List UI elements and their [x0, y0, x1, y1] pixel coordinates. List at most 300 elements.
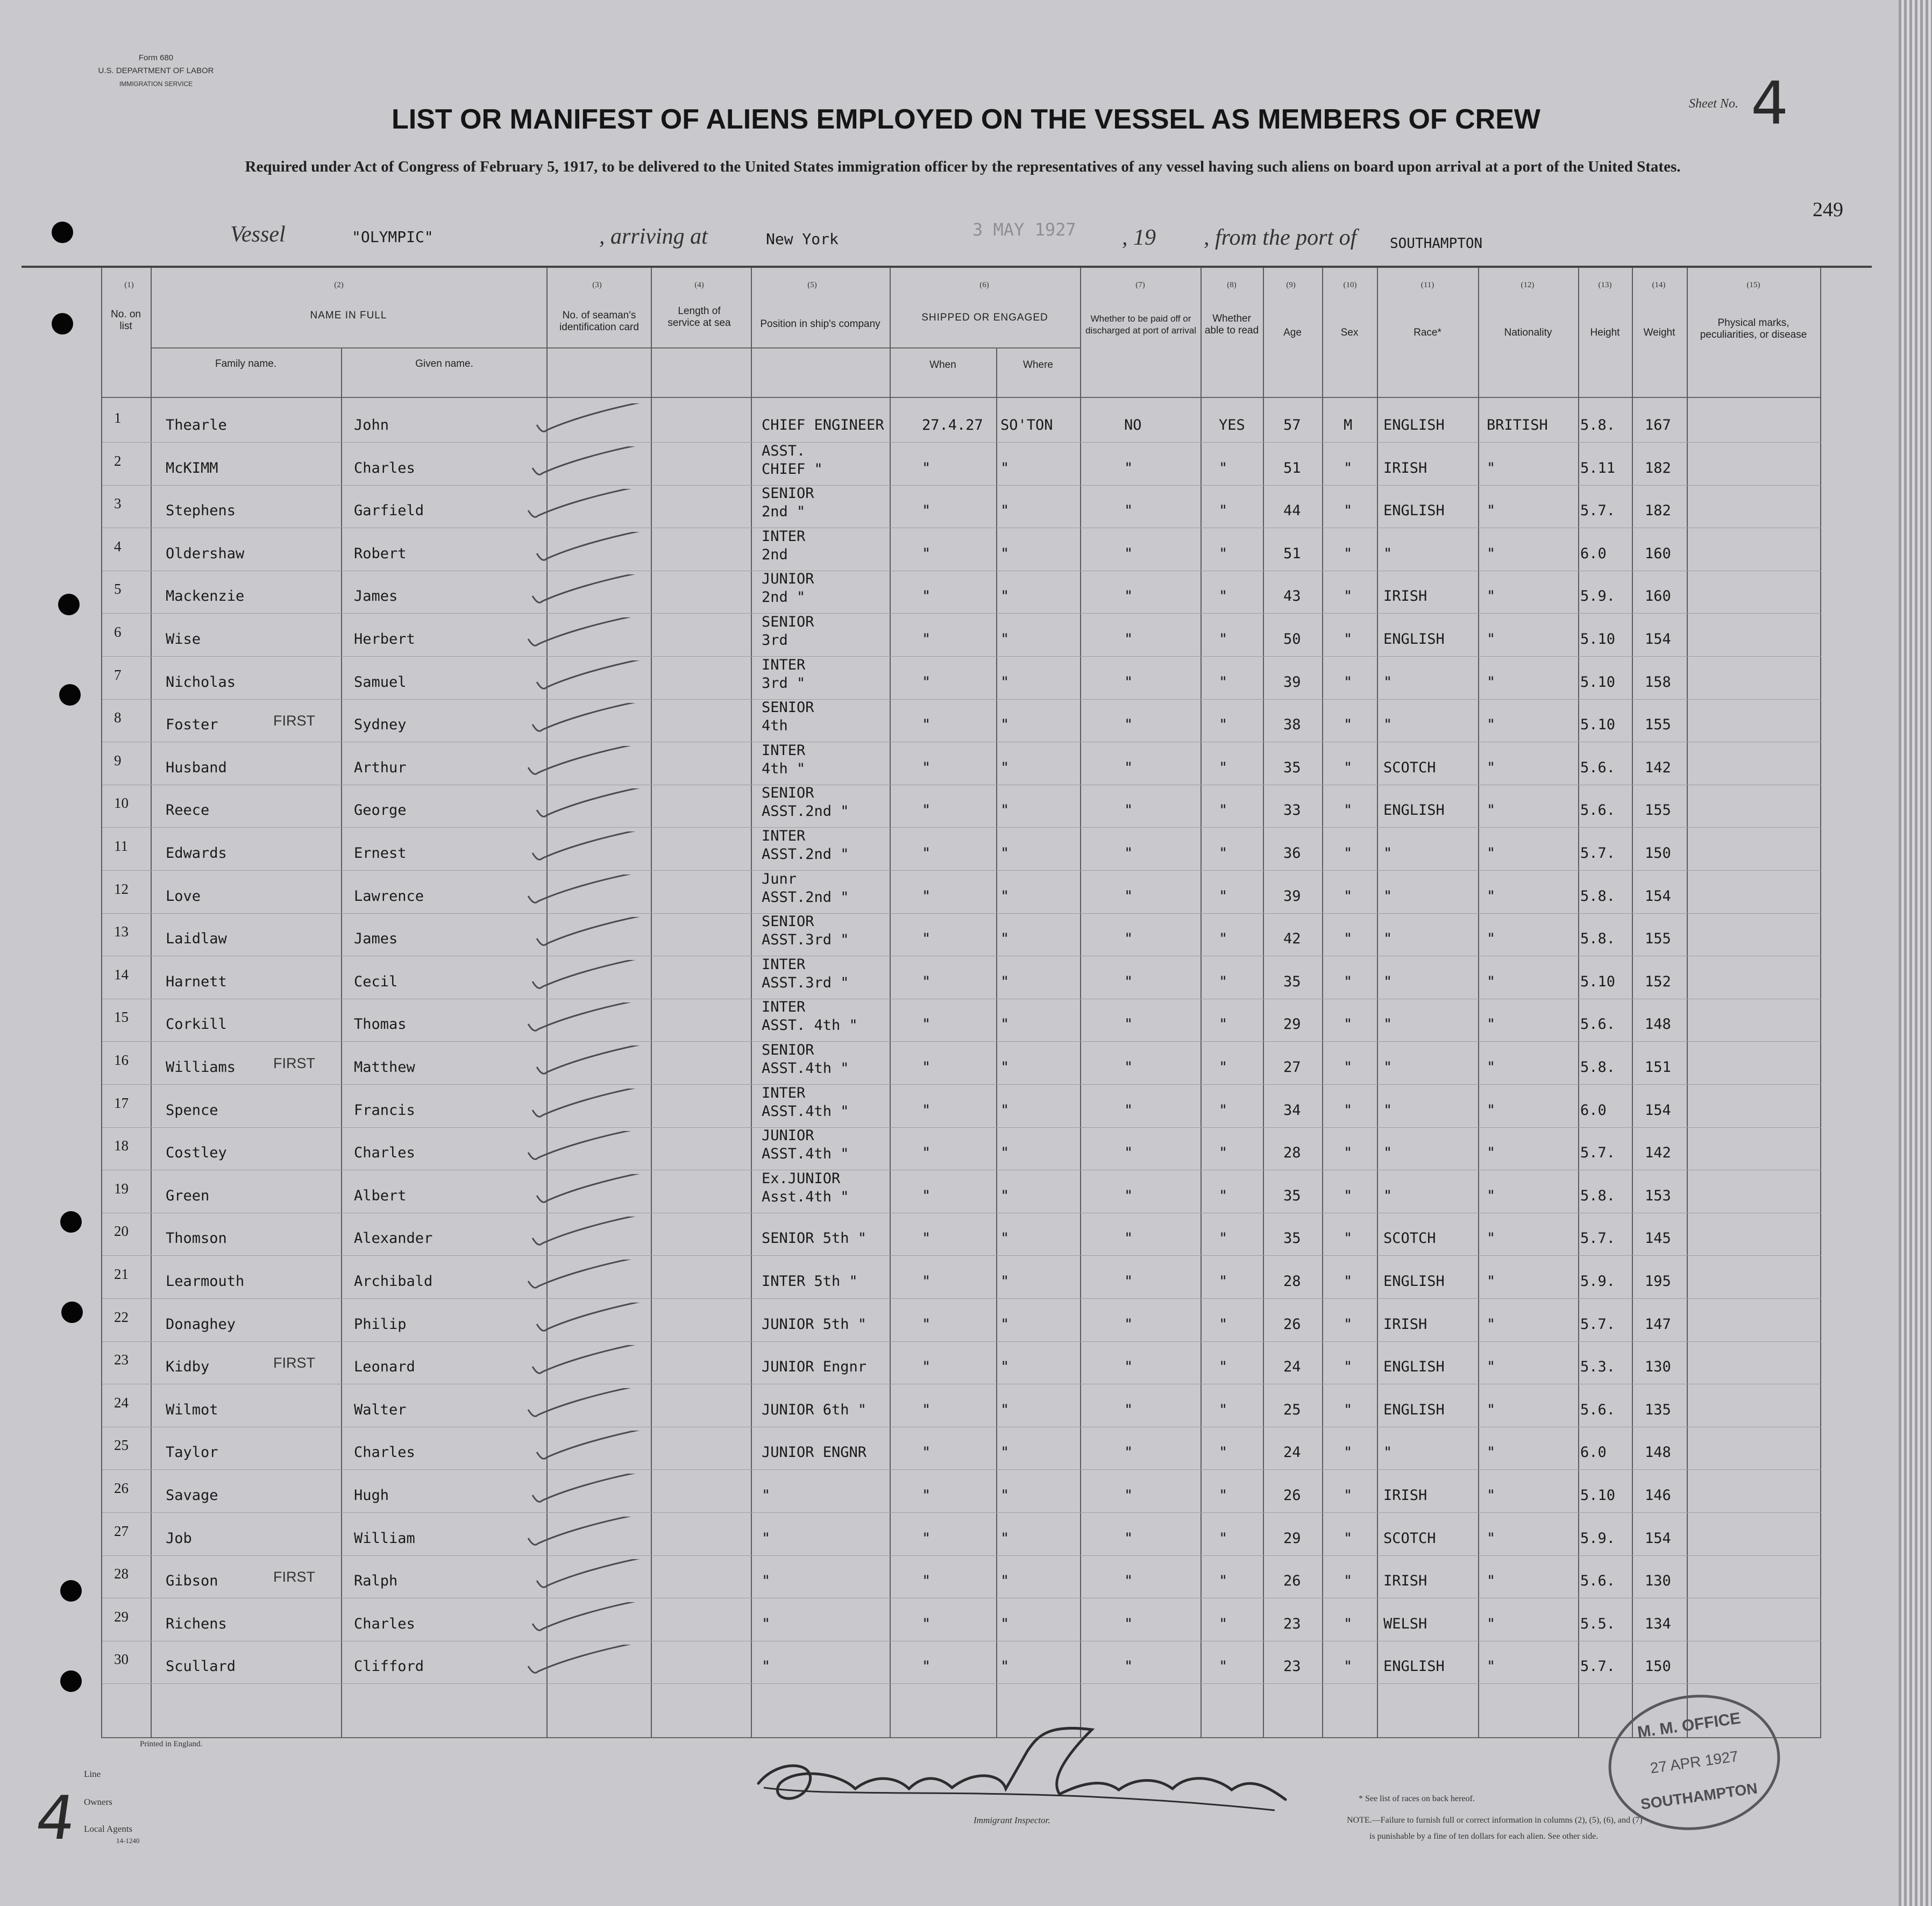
given-name: Archibald	[354, 1273, 433, 1290]
paid-off: "	[1124, 759, 1133, 776]
position-line-1: INTER 5th "	[762, 1273, 858, 1290]
shipped-when: "	[922, 888, 931, 905]
sex: "	[1344, 1059, 1353, 1076]
age: 26	[1283, 1487, 1301, 1504]
table-row	[102, 871, 1821, 923]
given-name: Samuel	[354, 674, 407, 691]
position-line-2: 2nd "	[762, 503, 806, 520]
position-line-1: "	[762, 1658, 771, 1675]
table-row	[102, 614, 1821, 666]
race: IRISH	[1383, 588, 1427, 604]
age: 28	[1283, 1144, 1301, 1161]
weight: 134	[1645, 1616, 1671, 1632]
height: 5.10	[1580, 973, 1616, 990]
position-line-2: 2nd "	[762, 589, 806, 606]
table-row	[102, 443, 1821, 495]
nationality: "	[1487, 1658, 1496, 1675]
race: ENGLISH	[1383, 631, 1445, 648]
shipped-when: "	[922, 845, 931, 862]
sex: "	[1344, 1016, 1353, 1033]
weight: 151	[1645, 1059, 1671, 1076]
shipped-where: "	[1000, 502, 1010, 519]
column-number: (6)	[979, 281, 989, 289]
age: 44	[1283, 502, 1301, 519]
shipped-when: "	[922, 1187, 931, 1204]
weight: 154	[1645, 631, 1671, 648]
age: 29	[1283, 1016, 1301, 1033]
race: SCOTCH	[1383, 1230, 1436, 1247]
shipped-where: "	[1000, 1230, 1010, 1247]
shipped-when: "	[922, 1059, 931, 1076]
position-line-1: Junr	[762, 871, 797, 887]
row-rule	[102, 1555, 1821, 1556]
family-name: Spence	[166, 1102, 218, 1119]
pencil-check-mark	[524, 1645, 642, 1677]
vessel-name: "OLYMPIC"	[352, 228, 434, 246]
race: ENGLISH	[1383, 1359, 1445, 1375]
shipped-when: "	[922, 1359, 931, 1375]
table-row	[102, 657, 1821, 709]
age: 57	[1283, 417, 1301, 433]
given-name: Charles	[354, 1144, 415, 1161]
row-number: 16	[114, 1052, 129, 1068]
pencil-check-mark	[532, 1174, 651, 1206]
given-name: Ernest	[354, 845, 407, 862]
nationality: "	[1487, 802, 1496, 819]
able-to-read: "	[1219, 1616, 1228, 1632]
header-shipped-or-engaged: SHIPPED OR ENGAGED	[921, 312, 1048, 323]
shipped-when: "	[922, 1144, 931, 1161]
inspector-signature	[748, 1719, 1307, 1826]
position-line-1: SENIOR	[762, 485, 814, 502]
height: 5.10	[1580, 1487, 1616, 1504]
weight: 154	[1645, 1102, 1671, 1119]
paid-off: "	[1124, 545, 1133, 562]
paid-off: "	[1124, 1616, 1133, 1632]
able-to-read: "	[1219, 1187, 1228, 1204]
shipped-when: "	[922, 588, 931, 604]
position-line-1: INTER	[762, 956, 806, 973]
able-to-read: "	[1219, 716, 1228, 733]
nationality: "	[1487, 1059, 1496, 1076]
weight: 182	[1645, 502, 1671, 519]
shipped-when: "	[922, 1444, 931, 1461]
margin-number: 4	[31, 1783, 80, 1853]
race: "	[1383, 1144, 1393, 1161]
table-row	[102, 485, 1821, 537]
given-name: Sydney	[354, 716, 407, 733]
first-class-note: FIRST	[273, 1055, 315, 1071]
race: SCOTCH	[1383, 759, 1436, 776]
shipped-where: "	[1000, 1102, 1010, 1119]
paid-off: "	[1124, 1144, 1133, 1161]
column-number: (3)	[592, 281, 602, 289]
shipped-when: "	[922, 759, 931, 776]
weight: 146	[1645, 1487, 1671, 1504]
table-row	[102, 1650, 1821, 1693]
race: IRISH	[1383, 1487, 1427, 1504]
race: IRISH	[1383, 1316, 1427, 1333]
given-name: Herbert	[354, 631, 415, 648]
table-row	[102, 699, 1821, 751]
age: 35	[1283, 1187, 1301, 1204]
row-number: 27	[114, 1523, 129, 1539]
race: "	[1383, 545, 1393, 562]
pencil-check-mark	[528, 574, 647, 607]
sex: "	[1344, 545, 1353, 562]
table-row	[102, 913, 1821, 965]
paid-off: "	[1124, 1444, 1133, 1461]
position-line-2: ASST.3rd "	[762, 931, 849, 948]
sex: "	[1344, 502, 1353, 519]
height: 5.8.	[1580, 930, 1616, 947]
position-line-2: ASST.4th "	[762, 1060, 849, 1077]
shipped-where: "	[1000, 1316, 1010, 1333]
nationality: "	[1487, 502, 1496, 519]
weight: 130	[1645, 1359, 1671, 1375]
sex: "	[1344, 1402, 1353, 1418]
nationality: "	[1487, 1102, 1496, 1119]
weight: 135	[1645, 1402, 1671, 1418]
shipped-where: "	[1000, 973, 1010, 990]
page-title: LIST OR MANIFEST OF ALIENS EMPLOYED ON THE VESSEL AS MEMBERS OF CREW	[392, 104, 1540, 135]
table-row	[102, 1350, 1821, 1393]
column-number: (12)	[1521, 281, 1535, 289]
pencil-check-mark	[532, 1303, 651, 1335]
able-to-read: "	[1219, 845, 1228, 862]
given-name: Arthur	[354, 759, 407, 776]
shipped-where: "	[1000, 1487, 1010, 1504]
sex: "	[1344, 930, 1353, 947]
header-identification-card: No. of seaman's identification card	[559, 310, 639, 333]
row-rule	[102, 699, 1821, 700]
given-name: Francis	[354, 1102, 415, 1119]
footer-line-label: Line	[84, 1769, 101, 1779]
pencil-check-mark	[532, 917, 651, 949]
row-number: 17	[114, 1095, 129, 1111]
nationality: "	[1487, 1359, 1496, 1375]
position-line-2: 4th "	[762, 760, 806, 777]
height: 5.8.	[1580, 1059, 1616, 1076]
paid-off: "	[1124, 1316, 1133, 1333]
able-to-read: YES	[1219, 417, 1245, 433]
nationality: "	[1487, 1402, 1496, 1418]
punch-hole	[60, 1211, 82, 1233]
race: SCOTCH	[1383, 1530, 1436, 1547]
race-footnote: * See list of races on back hereof.	[1359, 1794, 1475, 1803]
nationality: "	[1487, 545, 1496, 562]
given-name: Leonard	[354, 1359, 415, 1375]
weight: 150	[1645, 845, 1671, 862]
punch-hole	[52, 222, 73, 243]
row-rule	[102, 485, 1821, 486]
able-to-read: "	[1219, 1487, 1228, 1504]
table-row	[102, 1042, 1821, 1094]
height: 5.7.	[1580, 845, 1616, 862]
age: 29	[1283, 1530, 1301, 1547]
weight: 154	[1645, 1530, 1671, 1547]
height: 5.6.	[1580, 1016, 1616, 1033]
shipped-when: "	[922, 1658, 931, 1675]
position-line-2: ASST.4th "	[762, 1146, 849, 1162]
shipped-when: "	[922, 1316, 931, 1333]
position-line-1: SENIOR	[762, 785, 814, 801]
shipped-where: "	[1000, 1658, 1010, 1675]
column-number: (9)	[1286, 281, 1296, 289]
age: 35	[1283, 759, 1301, 776]
first-class-note: FIRST	[273, 1569, 315, 1585]
shipped-when: "	[922, 1273, 931, 1290]
given-name: James	[354, 588, 398, 604]
race: "	[1383, 1187, 1393, 1204]
able-to-read: "	[1219, 1444, 1228, 1461]
table-row	[102, 1436, 1821, 1479]
able-to-read: "	[1219, 802, 1228, 819]
race: "	[1383, 973, 1393, 990]
family-name: Donaghey	[166, 1316, 236, 1333]
arrival-date-stamp: 3 MAY 1927	[972, 219, 1076, 240]
position-line-2: ASST.2nd "	[762, 846, 849, 863]
table-top-rule	[22, 266, 1872, 268]
family-name: Green	[166, 1187, 210, 1204]
paid-off: "	[1124, 888, 1133, 905]
able-to-read: "	[1219, 1016, 1228, 1033]
family-name: Mackenzie	[166, 588, 245, 604]
height: 5.8.	[1580, 1187, 1616, 1204]
race: "	[1383, 888, 1393, 905]
shipped-where: SO'TON	[1000, 417, 1053, 433]
position-line-1: JUNIOR	[762, 571, 814, 587]
row-rule	[102, 827, 1821, 828]
age: 23	[1283, 1616, 1301, 1632]
weight: 167	[1645, 417, 1671, 433]
shipped-where: "	[1000, 930, 1010, 947]
able-to-read: "	[1219, 545, 1228, 562]
race: "	[1383, 1059, 1393, 1076]
able-to-read: "	[1219, 1359, 1228, 1375]
departure-port: SOUTHAMPTON	[1390, 236, 1483, 252]
paid-off: "	[1124, 1016, 1133, 1033]
age: 35	[1283, 973, 1301, 990]
first-class-note: FIRST	[273, 713, 315, 729]
position-line-1: SENIOR	[762, 1042, 814, 1058]
shipped-when: "	[922, 674, 931, 691]
page-number: 249	[1813, 198, 1843, 221]
printed-in-england: Printed in England.	[140, 1740, 203, 1748]
pencil-check-mark	[524, 1131, 642, 1163]
sex: "	[1344, 1658, 1353, 1675]
header-able-to-read: Whether able to read	[1204, 313, 1259, 336]
race: "	[1383, 1444, 1393, 1461]
form-identification	[65, 52, 247, 90]
sex: "	[1344, 1273, 1353, 1290]
nationality: "	[1487, 1144, 1496, 1161]
nationality: "	[1487, 674, 1496, 691]
sex: M	[1344, 417, 1353, 433]
row-number: 26	[114, 1480, 129, 1496]
position-line-2: 3rd "	[762, 675, 806, 692]
age: 50	[1283, 631, 1301, 648]
nationality: "	[1487, 930, 1496, 947]
position-line-1: CHIEF ENGINEER	[762, 417, 884, 433]
position-line-1: INTER	[762, 999, 806, 1015]
position-line-1: INTER	[762, 742, 806, 759]
position-line-1: JUNIOR ENGNR	[762, 1444, 867, 1461]
age: 43	[1283, 588, 1301, 604]
header-family-name: Family name.	[215, 358, 277, 369]
race: ENGLISH	[1383, 417, 1445, 433]
shipped-when: "	[922, 460, 931, 477]
column-number: (2)	[334, 281, 344, 289]
sheet-label: Sheet No.	[1689, 97, 1738, 111]
header-race: Race*	[1414, 327, 1441, 338]
table-row	[102, 1170, 1821, 1222]
shipped-when: "	[922, 1230, 931, 1247]
paid-off: "	[1124, 1530, 1133, 1547]
arrival-port: New York	[766, 230, 839, 248]
page-subtitle: Required under Act of Congress of February 5, 1917, to be delivered to the United States immigration officer by the representatives of any vessel having such aliens on board upon arrival at a port of the United States.	[245, 158, 1681, 175]
shipped-when: "	[922, 1402, 931, 1418]
pencil-check-mark	[528, 1089, 647, 1121]
age: 33	[1283, 802, 1301, 819]
row-rule	[102, 1683, 1821, 1684]
weight: 155	[1645, 930, 1671, 947]
race: ENGLISH	[1383, 1402, 1445, 1418]
row-number: 2	[114, 453, 122, 469]
nationality: "	[1487, 1316, 1496, 1333]
age: 39	[1283, 674, 1301, 691]
row-rule	[102, 1298, 1821, 1299]
table-row	[102, 1522, 1821, 1565]
column-number: (14)	[1652, 281, 1666, 289]
able-to-read: "	[1219, 1402, 1228, 1418]
row-number: 20	[114, 1223, 129, 1239]
position-line-1: SENIOR	[762, 614, 814, 630]
header-weight: Weight	[1643, 327, 1675, 338]
shipped-where: "	[1000, 674, 1010, 691]
weight: 160	[1645, 545, 1671, 562]
able-to-read: "	[1219, 631, 1228, 648]
height: 5.8.	[1580, 888, 1616, 905]
shipped-when: "	[922, 973, 931, 990]
race: ENGLISH	[1383, 502, 1445, 519]
stamp-date: 27 APR 1927	[1649, 1747, 1739, 1777]
pencil-check-mark	[532, 788, 651, 821]
given-name: Hugh	[354, 1487, 389, 1504]
shipped-where: "	[1000, 802, 1010, 819]
age: 28	[1283, 1273, 1301, 1290]
shipped-where: "	[1000, 1359, 1010, 1375]
row-number: 28	[114, 1566, 129, 1582]
shipped-when: "	[922, 631, 931, 648]
paid-off: "	[1124, 1230, 1133, 1247]
nationality: "	[1487, 1016, 1496, 1033]
pencil-check-mark	[524, 1002, 642, 1035]
age: 26	[1283, 1316, 1301, 1333]
position-line-2: ASST.2nd "	[762, 889, 849, 906]
height: 5.9.	[1580, 1530, 1616, 1547]
nationality: "	[1487, 1487, 1496, 1504]
height: 5.7.	[1580, 1316, 1616, 1333]
form-number: Form 680	[138, 53, 174, 62]
race: "	[1383, 845, 1393, 862]
position-line-2: ASST.3rd "	[762, 975, 849, 991]
weight: 142	[1645, 759, 1671, 776]
age: 25	[1283, 1402, 1301, 1418]
family-name: Learmouth	[166, 1273, 245, 1290]
age: 24	[1283, 1444, 1301, 1461]
shipped-when: 27.4.27	[922, 417, 983, 433]
row-number: 7	[114, 667, 122, 683]
given-name: Charles	[354, 460, 415, 477]
sex: "	[1344, 1616, 1353, 1632]
column-number: (13)	[1598, 281, 1612, 289]
paid-off: "	[1124, 930, 1133, 947]
table-row	[102, 742, 1821, 794]
sex: "	[1344, 674, 1353, 691]
punch-hole	[61, 1302, 83, 1323]
row-rule	[102, 870, 1821, 871]
header-age: Age	[1283, 327, 1302, 338]
able-to-read: "	[1219, 460, 1228, 477]
able-to-read: "	[1219, 1573, 1228, 1589]
position-line-1: "	[762, 1616, 771, 1632]
punch-hole	[60, 1580, 82, 1602]
position-line-1: INTER	[762, 528, 806, 545]
position-line-1: Ex.JUNIOR	[762, 1170, 841, 1187]
nationality: "	[1487, 1530, 1496, 1547]
paid-off: "	[1124, 674, 1133, 691]
header-sub-rule	[151, 347, 1081, 349]
race: "	[1383, 1102, 1393, 1119]
able-to-read: "	[1219, 1102, 1228, 1119]
paid-off: "	[1124, 845, 1133, 862]
row-rule	[102, 1469, 1821, 1470]
shipped-where: "	[1000, 545, 1010, 562]
age: 34	[1283, 1102, 1301, 1119]
shipped-where: "	[1000, 631, 1010, 648]
pencil-check-mark	[528, 1474, 647, 1506]
nationality: "	[1487, 460, 1496, 477]
race: WELSH	[1383, 1616, 1427, 1632]
able-to-read: "	[1219, 1530, 1228, 1547]
pencil-check-mark	[524, 489, 642, 521]
given-name: Thomas	[354, 1016, 407, 1033]
shipped-when: "	[922, 502, 931, 519]
age: 23	[1283, 1658, 1301, 1675]
family-name: McKIMM	[166, 460, 218, 477]
nationality: "	[1487, 759, 1496, 776]
height: 5.5.	[1580, 1616, 1616, 1632]
given-name: Charles	[354, 1616, 415, 1632]
family-name: Thearle	[166, 417, 227, 433]
pencil-check-mark	[532, 1046, 651, 1078]
row-number: 30	[114, 1651, 129, 1667]
family-name: Scullard	[166, 1658, 236, 1675]
row-number: 6	[114, 624, 122, 640]
row-number: 15	[114, 1009, 129, 1025]
footer-owners-label: Owners	[84, 1797, 112, 1807]
age: 38	[1283, 716, 1301, 733]
column-number: (15)	[1746, 281, 1760, 289]
given-name: Robert	[354, 545, 407, 562]
given-name: Charles	[354, 1444, 415, 1461]
age: 51	[1283, 460, 1301, 477]
height: 5.6.	[1580, 759, 1616, 776]
paid-off: "	[1124, 1102, 1133, 1119]
family-name: Costley	[166, 1144, 227, 1161]
height: 5.6.	[1580, 1402, 1616, 1418]
